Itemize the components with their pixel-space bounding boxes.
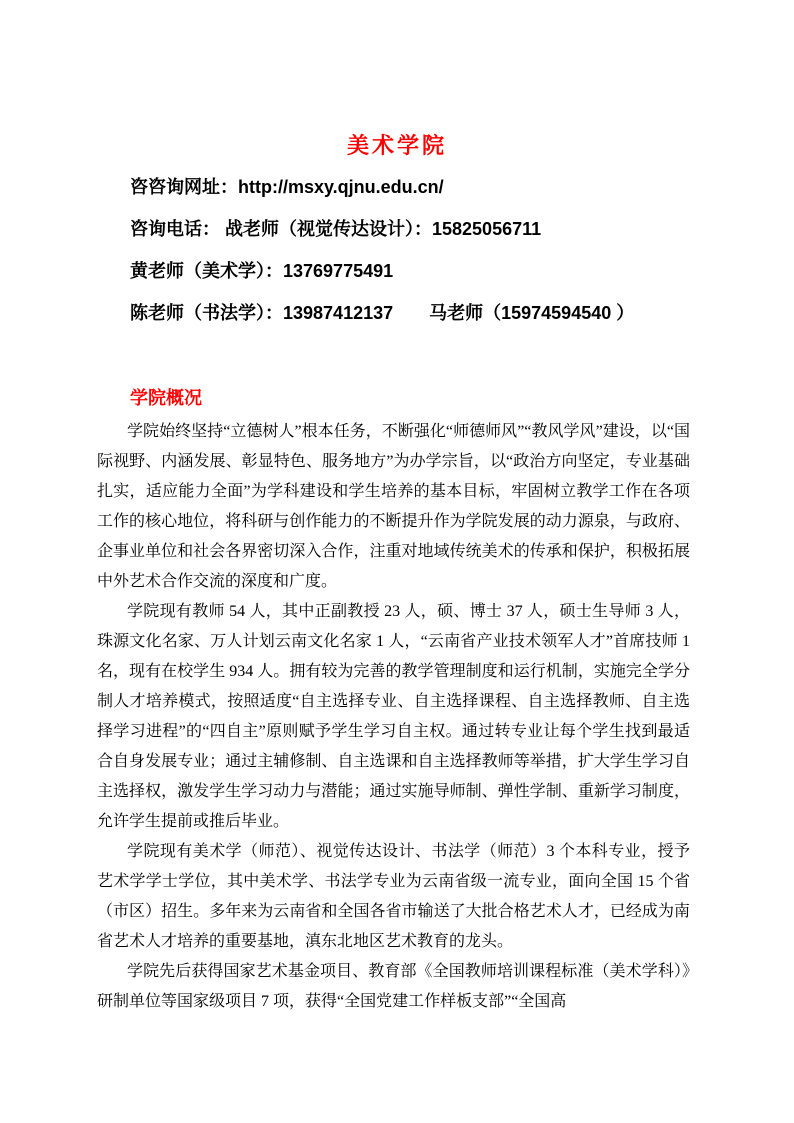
overview-paragraph-2: 学院现有教师 54 人，其中正副教授 23 人，硕、博士 37 人，硕士生导师 3 人，珠源文化名家、万人计划云南文化名家 1 人，“云南省产业技术领军人才”首席技师 1 名，现有在校学生 934 人。拥有较为完善的教学管理制度和运行机制，实施完全学分制人才培养模式，按照适度“自主选择专业、自主选择课程、自主选择教师、自主选择学习进程”的“四自主”原则赋予学生学习自主权。通过转专业让每个学生找到最适合自身发展专业；通过主辅修制、自主选课和自主选择教师等举措，扩大学生学习自主选择权，激发学生学习动力与潜能；通过实施导师制、弹性学制、重新学习制度，允许学生提前或推后毕业。: [97, 603, 690, 830]
contact-info: [130, 166, 704, 334]
overview-body: [97, 417, 690, 1017]
contact-website-line: 咨咨询网址：http://msxy.qjnu.edu.cn/: [130, 177, 444, 197]
overview-paragraph-4: 学院先后获得国家艺术基金项目、教育部《全国教师培训课程标准（美术学科）》研制单位等国家级项目 7 项，获得“全国党建工作样板支部”“全国高: [97, 963, 690, 1010]
overview-paragraph-3: 学院现有美术学（师范）、视觉传达设计、书法学（师范）3 个本科专业，授予艺术学学士学位，其中美术学、书法学专业为云南省级一流专业，面向全国 15 个省（市区）招生。多年来为云南省和全国各省市输送了大批合格艺术人才，已经成为南省艺术人才培养的重要基地，滇东北地区艺术教育的龙头。: [97, 843, 690, 950]
contact-phone-line-3: 陈老师（书法学）：13987412137 马老师（15974594540 ）: [130, 303, 635, 323]
contact-phone-line-2: 黄老师（美术学）：13769775491: [130, 261, 394, 281]
contact-phone-line-1: 咨询电话： 战老师（视觉传达设计）：15825056711: [130, 219, 542, 239]
overview-paragraph-1: 学院始终坚持“立德树人”根本任务，不断强化“师德师风”“教风学风”建设，以“国际视野、内涵发展、彰显特色、服务地方”为办学宗旨，以“政治方向坚定，专业基础扎实，适应能力全面”为学科建设和学生培养的基本目标，牢固树立教学工作在各项工作的核心地位，将科研与创作能力的不断提升作为学院发展的动力源泉，与政府、企事业单位和社会各界密切深入合作，注重对地域传统美术的传承和保护，积极拓展中外艺术合作交流的深度和广度。: [97, 423, 690, 590]
section-heading-overview: 学院概况: [130, 388, 202, 408]
page-title: 美术学院: [346, 133, 447, 158]
